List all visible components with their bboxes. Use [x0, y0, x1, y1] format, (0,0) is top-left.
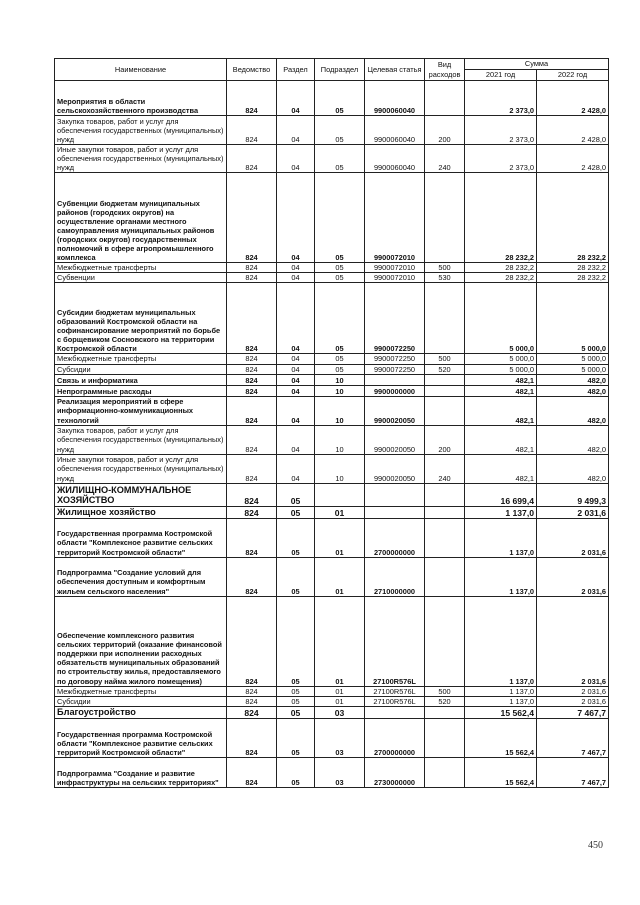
table-row [55, 145, 609, 173]
cell-department: 824 [227, 116, 277, 145]
cell-subsection: 03 [315, 757, 365, 787]
cell-expense-type [425, 718, 465, 757]
cell-subsection: 10 [315, 385, 365, 396]
cell-subsection: 01 [315, 596, 365, 686]
table-row [55, 273, 609, 283]
cell-sum-2022: 28 232,2 [537, 273, 609, 283]
table-row [55, 483, 609, 506]
header-subsection: Подраздел [315, 59, 365, 81]
cell-expense-type: 240 [425, 454, 465, 483]
table-row [55, 596, 609, 686]
cell-sum-2022: 2 031,6 [537, 696, 609, 706]
table-row [55, 385, 609, 396]
cell-section: 05 [277, 696, 315, 706]
table-row [55, 173, 609, 263]
table-body [55, 81, 609, 788]
cell-target: 9900072250 [365, 283, 425, 354]
cell-section: 04 [277, 173, 315, 263]
cell-expense-type [425, 757, 465, 787]
cell-sum-2022: 2 428,0 [537, 116, 609, 145]
cell-department: 824 [227, 145, 277, 173]
cell-expense-type [425, 483, 465, 506]
cell-name: Связь и информатика [55, 374, 227, 385]
cell-sum-2021: 1 137,0 [465, 557, 537, 596]
cell-section: 04 [277, 385, 315, 396]
cell-department: 824 [227, 396, 277, 425]
cell-section: 05 [277, 718, 315, 757]
cell-target: 9900000000 [365, 385, 425, 396]
cell-expense-type: 240 [425, 145, 465, 173]
cell-target [365, 706, 425, 718]
cell-target: 9900020050 [365, 396, 425, 425]
cell-expense-type [425, 396, 465, 425]
cell-name: Подпрограмма "Создание условий для обеспечения доступным и комфортным жильем сельского населения" [55, 557, 227, 596]
cell-expense-type: 520 [425, 696, 465, 706]
cell-department: 824 [227, 596, 277, 686]
cell-department: 824 [227, 757, 277, 787]
header-name: Наименование [55, 59, 227, 81]
cell-department: 824 [227, 518, 277, 557]
table-row [55, 263, 609, 273]
cell-section: 04 [277, 354, 315, 364]
cell-name: Мероприятия в области сельскохозяйственного производства [55, 81, 227, 116]
cell-section: 04 [277, 145, 315, 173]
cell-subsection: 05 [315, 81, 365, 116]
cell-sum-2021: 1 137,0 [465, 686, 537, 696]
cell-sum-2022: 482,0 [537, 425, 609, 454]
cell-subsection: 05 [315, 173, 365, 263]
cell-sum-2021: 1 137,0 [465, 696, 537, 706]
cell-sum-2022: 7 467,7 [537, 706, 609, 718]
cell-target: 9900020050 [365, 454, 425, 483]
header-department: Ведомство [227, 59, 277, 81]
cell-section: 04 [277, 425, 315, 454]
cell-expense-type: 500 [425, 686, 465, 696]
header-sum: Сумма [465, 59, 609, 70]
header-year-2021: 2021 год [465, 70, 537, 81]
cell-subsection: 05 [315, 283, 365, 354]
cell-sum-2021: 5 000,0 [465, 364, 537, 374]
cell-department: 824 [227, 364, 277, 374]
cell-subsection: 05 [315, 354, 365, 364]
cell-name: Субвенции [55, 273, 227, 283]
cell-target: 9900072250 [365, 364, 425, 374]
cell-section: 05 [277, 757, 315, 787]
cell-target: 9900072010 [365, 173, 425, 263]
cell-sum-2022: 2 031,6 [537, 596, 609, 686]
cell-expense-type: 200 [425, 425, 465, 454]
cell-department: 824 [227, 81, 277, 116]
cell-section: 05 [277, 518, 315, 557]
cell-sum-2022: 482,0 [537, 385, 609, 396]
cell-target: 9900060040 [365, 81, 425, 116]
cell-department: 824 [227, 696, 277, 706]
cell-name: Благоустройство [55, 706, 227, 718]
cell-sum-2022: 5 000,0 [537, 354, 609, 364]
cell-subsection [315, 483, 365, 506]
cell-subsection: 05 [315, 364, 365, 374]
cell-expense-type: 530 [425, 273, 465, 283]
cell-department: 824 [227, 506, 277, 518]
cell-department: 824 [227, 273, 277, 283]
cell-section: 05 [277, 596, 315, 686]
cell-sum-2021: 1 137,0 [465, 518, 537, 557]
cell-subsection: 01 [315, 518, 365, 557]
cell-expense-type [425, 81, 465, 116]
cell-expense-type: 200 [425, 116, 465, 145]
table-row [55, 718, 609, 757]
cell-name: Субсидии [55, 696, 227, 706]
page-number: 450 [588, 840, 603, 851]
table-row [55, 116, 609, 145]
cell-section: 04 [277, 364, 315, 374]
cell-subsection: 05 [315, 145, 365, 173]
cell-subsection: 01 [315, 686, 365, 696]
cell-sum-2022: 2 031,6 [537, 557, 609, 596]
cell-sum-2021: 482,1 [465, 385, 537, 396]
cell-sum-2022: 7 467,7 [537, 757, 609, 787]
cell-subsection: 01 [315, 506, 365, 518]
cell-subsection: 01 [315, 557, 365, 596]
cell-sum-2022: 28 232,2 [537, 263, 609, 273]
cell-section: 05 [277, 506, 315, 518]
cell-target: 27100R576L [365, 696, 425, 706]
cell-subsection: 03 [315, 718, 365, 757]
cell-subsection: 10 [315, 425, 365, 454]
cell-section: 04 [277, 454, 315, 483]
cell-section: 05 [277, 706, 315, 718]
cell-sum-2022: 482,0 [537, 454, 609, 483]
cell-subsection: 10 [315, 396, 365, 425]
cell-name: Непрограммные расходы [55, 385, 227, 396]
table-row [55, 557, 609, 596]
table-row [55, 396, 609, 425]
cell-sum-2022: 482,0 [537, 396, 609, 425]
cell-target: 9900072250 [365, 354, 425, 364]
cell-sum-2021: 28 232,2 [465, 263, 537, 273]
header-target: Целевая статья [365, 59, 425, 81]
cell-sum-2021: 482,1 [465, 396, 537, 425]
cell-sum-2022: 5 000,0 [537, 364, 609, 374]
cell-expense-type: 500 [425, 263, 465, 273]
cell-sum-2021: 16 699,4 [465, 483, 537, 506]
cell-target: 2700000000 [365, 518, 425, 557]
cell-expense-type: 500 [425, 354, 465, 364]
cell-department: 824 [227, 718, 277, 757]
cell-department: 824 [227, 454, 277, 483]
cell-expense-type [425, 283, 465, 354]
cell-name: Межбюджетные трансферты [55, 263, 227, 273]
cell-subsection: 01 [315, 696, 365, 706]
cell-name: Подпрограмма "Создание и развитие инфраструктуры на сельских территориях" [55, 757, 227, 787]
cell-section: 04 [277, 283, 315, 354]
cell-target: 9900072010 [365, 273, 425, 283]
cell-name: Закупка товаров, работ и услуг для обеспечения государственных (муниципальных) нужд [55, 116, 227, 145]
cell-subsection: 05 [315, 116, 365, 145]
cell-section: 04 [277, 374, 315, 385]
table-row [55, 364, 609, 374]
cell-sum-2021: 28 232,2 [465, 273, 537, 283]
cell-sum-2021: 15 562,4 [465, 757, 537, 787]
table-row [55, 686, 609, 696]
cell-expense-type [425, 596, 465, 686]
cell-sum-2021: 1 137,0 [465, 506, 537, 518]
cell-section: 04 [277, 396, 315, 425]
cell-department: 824 [227, 173, 277, 263]
cell-section: 04 [277, 273, 315, 283]
cell-sum-2021: 28 232,2 [465, 173, 537, 263]
cell-name: Государственная программа Костромской области "Комплексное развитие сельских территорий Костромской области" [55, 518, 227, 557]
cell-sum-2022: 2 031,6 [537, 506, 609, 518]
budget-table [54, 58, 609, 788]
header-year-2022: 2022 год [537, 70, 609, 81]
cell-department: 824 [227, 706, 277, 718]
cell-name: Межбюджетные трансферты [55, 686, 227, 696]
cell-sum-2021: 482,1 [465, 454, 537, 483]
cell-target: 9900072010 [365, 263, 425, 273]
cell-expense-type: 520 [425, 364, 465, 374]
cell-sum-2021: 482,1 [465, 374, 537, 385]
cell-sum-2022: 2 428,0 [537, 81, 609, 116]
cell-expense-type [425, 706, 465, 718]
cell-expense-type [425, 374, 465, 385]
table-row [55, 81, 609, 116]
cell-sum-2022: 482,0 [537, 374, 609, 385]
cell-sum-2022: 28 232,2 [537, 173, 609, 263]
cell-target: 2730000000 [365, 757, 425, 787]
table-row [55, 506, 609, 518]
cell-name: Межбюджетные трансферты [55, 354, 227, 364]
cell-section: 05 [277, 557, 315, 596]
cell-sum-2021: 15 562,4 [465, 706, 537, 718]
cell-department: 824 [227, 557, 277, 596]
cell-department: 824 [227, 483, 277, 506]
cell-department: 824 [227, 425, 277, 454]
cell-department: 824 [227, 686, 277, 696]
cell-section: 04 [277, 116, 315, 145]
table-row [55, 757, 609, 787]
cell-target: 2710000000 [365, 557, 425, 596]
cell-name: Субсидии [55, 364, 227, 374]
cell-department: 824 [227, 263, 277, 273]
cell-expense-type [425, 506, 465, 518]
table-row [55, 283, 609, 354]
table-header [55, 59, 609, 81]
cell-name: Государственная программа Костромской области "Комплексное развитие сельских территорий Костромской области" [55, 718, 227, 757]
cell-subsection: 10 [315, 374, 365, 385]
cell-name: ЖИЛИЩНО-КОММУНАЛЬНОЕ ХОЗЯЙСТВО [55, 483, 227, 506]
cell-section: 04 [277, 81, 315, 116]
cell-subsection: 10 [315, 454, 365, 483]
cell-name: Закупка товаров, работ и услуг для обеспечения государственных (муниципальных) нужд [55, 425, 227, 454]
cell-name: Иные закупки товаров, работ и услуг для обеспечения государственных (муниципальных) нужд [55, 145, 227, 173]
cell-department: 824 [227, 283, 277, 354]
cell-target: 27100R576L [365, 686, 425, 696]
table-row [55, 696, 609, 706]
cell-target [365, 374, 425, 385]
cell-target: 27100R576L [365, 596, 425, 686]
table-row [55, 454, 609, 483]
cell-name: Субвенции бюджетам муниципальных районов (городских округов) на осуществление органами местного самоуправления муниципальных районов (городских округов) государственных полномочий в сфере агропромышленного комплекса [55, 173, 227, 263]
cell-target [365, 483, 425, 506]
cell-expense-type [425, 557, 465, 596]
cell-target: 9900020050 [365, 425, 425, 454]
cell-department: 824 [227, 385, 277, 396]
cell-sum-2021: 15 562,4 [465, 718, 537, 757]
cell-target: 9900060040 [365, 116, 425, 145]
cell-sum-2022: 2 428,0 [537, 145, 609, 173]
cell-sum-2021: 2 373,0 [465, 116, 537, 145]
cell-sum-2021: 2 373,0 [465, 145, 537, 173]
table-row [55, 354, 609, 364]
cell-sum-2021: 2 373,0 [465, 81, 537, 116]
cell-sum-2021: 482,1 [465, 425, 537, 454]
cell-name: Иные закупки товаров, работ и услуг для обеспечения государственных (муниципальных) нужд [55, 454, 227, 483]
table-row [55, 374, 609, 385]
cell-name: Жилищное хозяйство [55, 506, 227, 518]
header-section: Раздел [277, 59, 315, 81]
cell-expense-type [425, 518, 465, 557]
cell-expense-type [425, 385, 465, 396]
cell-expense-type [425, 173, 465, 263]
cell-target: 9900060040 [365, 145, 425, 173]
cell-section: 05 [277, 483, 315, 506]
cell-name: Реализация мероприятий в сфере информационно-коммуникационных технологий [55, 396, 227, 425]
cell-section: 05 [277, 686, 315, 696]
header-expense-type: Вид расходов [425, 59, 465, 81]
cell-sum-2022: 7 467,7 [537, 718, 609, 757]
cell-sum-2021: 5 000,0 [465, 283, 537, 354]
table-row [55, 706, 609, 718]
cell-section: 04 [277, 263, 315, 273]
cell-department: 824 [227, 354, 277, 364]
cell-target: 2700000000 [365, 718, 425, 757]
cell-subsection: 05 [315, 263, 365, 273]
cell-sum-2021: 5 000,0 [465, 354, 537, 364]
cell-sum-2022: 5 000,0 [537, 283, 609, 354]
cell-subsection: 03 [315, 706, 365, 718]
cell-name: Обеспечение комплексного развития сельских территорий (оказание финансовой поддержки при исполнении расходных обязательств муниципальных образований по строительству жилья, предоставляемого по договору найма жилого помещения) [55, 596, 227, 686]
table-row [55, 425, 609, 454]
cell-sum-2022: 2 031,6 [537, 686, 609, 696]
cell-sum-2021: 1 137,0 [465, 596, 537, 686]
cell-sum-2022: 2 031,6 [537, 518, 609, 557]
cell-department: 824 [227, 374, 277, 385]
cell-sum-2022: 9 499,3 [537, 483, 609, 506]
cell-target [365, 506, 425, 518]
cell-subsection: 05 [315, 273, 365, 283]
table-row [55, 518, 609, 557]
cell-name: Субсидии бюджетам муниципальных образований Костромской области на софинансирование мероприятий по борьбе с борщевиком Сосновского на территории Костромской области [55, 283, 227, 354]
